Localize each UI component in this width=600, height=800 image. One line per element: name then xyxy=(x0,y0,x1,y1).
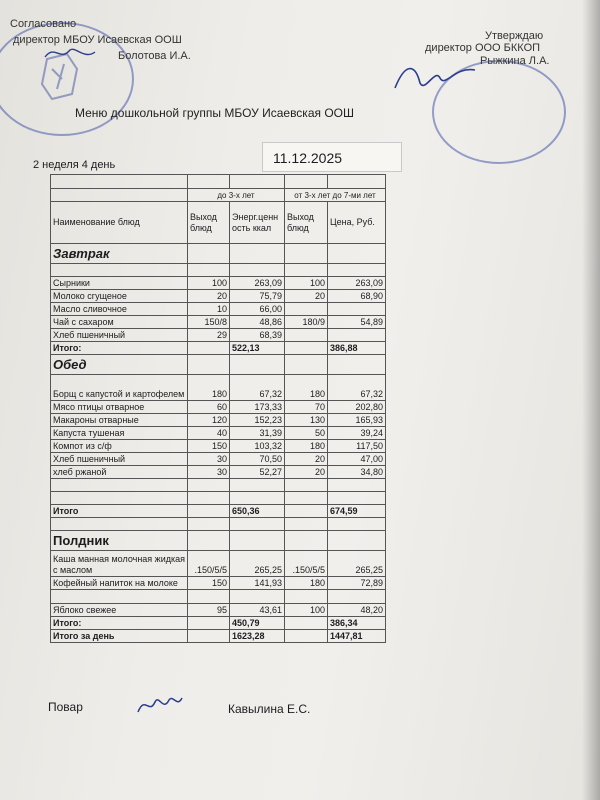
col-header-energy: Энерг.ценн ость ккал xyxy=(230,202,285,244)
table-cell xyxy=(51,518,188,531)
table-cell xyxy=(188,518,230,531)
table-cell xyxy=(188,479,230,492)
col-header-price: Цена, Руб. xyxy=(328,202,386,244)
dish-name: хлеб ржаной xyxy=(51,466,188,479)
table-row xyxy=(51,440,386,453)
dish-energy: 103,32 xyxy=(230,440,285,453)
table-cell xyxy=(188,505,230,518)
dish-price: 39,24 xyxy=(328,427,386,440)
table-cell xyxy=(285,518,328,531)
dish-name: Сырники xyxy=(51,277,188,290)
week-day-label: 2 неделя 4 день xyxy=(33,159,116,171)
dish-output2: 130 xyxy=(285,414,328,427)
dish-name: Каша манная молочная жидкая с маслом xyxy=(51,551,188,577)
dish-name: Макароны отварные xyxy=(51,414,188,427)
approved-label: Согласовано xyxy=(10,18,77,30)
table-cell xyxy=(188,492,230,505)
dish-energy: 75,79 xyxy=(230,290,285,303)
dish-output: 30 xyxy=(188,466,230,479)
approval-position: директор ООО БККОП xyxy=(425,42,541,54)
spacer-row xyxy=(51,518,386,531)
total-price: 386,34 xyxy=(328,617,386,630)
dish-output2: 20 xyxy=(285,466,328,479)
table-cell xyxy=(285,492,328,505)
header-spacer xyxy=(328,175,386,189)
dish-name: Капуста тушеная xyxy=(51,427,188,440)
table-cell xyxy=(51,590,188,604)
table-cell xyxy=(285,342,328,355)
dish-price: 202,80 xyxy=(328,401,386,414)
menu-date: 11.12.2025 xyxy=(262,142,402,172)
col-header-output: Выход блюд xyxy=(188,202,230,244)
table-cell xyxy=(51,492,188,505)
day-total-row xyxy=(51,630,386,643)
approved-name: Болотова И.А. xyxy=(118,50,191,62)
dish-price: 54,89 xyxy=(328,316,386,329)
dish-output: 150 xyxy=(188,440,230,453)
dish-name: Молоко сгущеное xyxy=(51,290,188,303)
day-total-label: Итого за день xyxy=(51,630,188,643)
total-row xyxy=(51,342,386,355)
table-cell xyxy=(51,264,188,277)
total-energy: 522,13 xyxy=(230,342,285,355)
table-cell xyxy=(188,531,230,551)
dish-price: 165,93 xyxy=(328,414,386,427)
table-cell xyxy=(230,518,285,531)
page-title: Меню дошкольной группы МБОУ Исаевская ООШ xyxy=(75,106,354,120)
table-cell xyxy=(285,505,328,518)
table-cell xyxy=(230,590,285,604)
dish-energy: 152,23 xyxy=(230,414,285,427)
table-cell xyxy=(230,264,285,277)
table-cell xyxy=(328,244,386,264)
dish-output2: 180 xyxy=(285,440,328,453)
section-header-row xyxy=(51,531,386,551)
dish-output2: 180 xyxy=(285,375,328,401)
table-cell xyxy=(188,264,230,277)
table-row xyxy=(51,277,386,290)
dish-price: 67,32 xyxy=(328,375,386,401)
dish-output: .150/5/5 xyxy=(188,551,230,577)
dish-output2: 100 xyxy=(285,277,328,290)
dish-price xyxy=(328,329,386,342)
dish-price xyxy=(328,303,386,316)
cook-label: Повар xyxy=(48,700,83,714)
table-row xyxy=(51,290,386,303)
table-row xyxy=(51,453,386,466)
table-row xyxy=(51,551,386,577)
table-cell xyxy=(328,518,386,531)
table-row xyxy=(51,375,386,401)
dish-name: Кофейный напиток на молоке xyxy=(51,577,188,590)
approval-name: Рыжкина Л.А. xyxy=(480,55,550,67)
dish-price: 117,50 xyxy=(328,440,386,453)
table-cell xyxy=(285,244,328,264)
section-header-row xyxy=(51,244,386,264)
header-spacer xyxy=(230,175,285,189)
table-cell xyxy=(285,479,328,492)
dish-output: 40 xyxy=(188,427,230,440)
dish-output2: 180 xyxy=(285,577,328,590)
total-price: 674,59 xyxy=(328,505,386,518)
dish-energy: 265,25 xyxy=(230,551,285,577)
header-spacer xyxy=(188,175,230,189)
dish-name: Борщ с капустой и картофелем xyxy=(51,375,188,401)
menu-table xyxy=(50,174,386,643)
spacer-row xyxy=(51,492,386,505)
table-cell xyxy=(285,355,328,375)
header-spacer-row xyxy=(51,175,386,189)
dish-name: Хлеб пшеничный xyxy=(51,453,188,466)
table-cell xyxy=(230,244,285,264)
age-group-young: до 3-х лет xyxy=(188,189,285,202)
table-cell xyxy=(328,479,386,492)
dish-output2: 100 xyxy=(285,604,328,617)
signature-right xyxy=(390,58,480,98)
table-cell xyxy=(51,479,188,492)
dish-energy: 66,00 xyxy=(230,303,285,316)
spacer-row xyxy=(51,264,386,277)
dish-output2: 50 xyxy=(285,427,328,440)
age-group-row xyxy=(51,189,386,202)
table-cell xyxy=(285,590,328,604)
table-row xyxy=(51,427,386,440)
dish-energy: 52,27 xyxy=(230,466,285,479)
total-price: 386,88 xyxy=(328,342,386,355)
table-row xyxy=(51,466,386,479)
total-energy: 450,79 xyxy=(230,617,285,630)
table-row xyxy=(51,303,386,316)
dish-energy: 43,61 xyxy=(230,604,285,617)
dish-output: 120 xyxy=(188,414,230,427)
section-title: Полдник xyxy=(51,531,188,551)
table-cell xyxy=(328,264,386,277)
spacer-row xyxy=(51,590,386,604)
header-spacer xyxy=(285,175,328,189)
dish-price: 265,25 xyxy=(328,551,386,577)
dish-output: 20 xyxy=(188,290,230,303)
dish-output: 29 xyxy=(188,329,230,342)
table-cell xyxy=(285,617,328,630)
table-row xyxy=(51,577,386,590)
dish-output: 100 xyxy=(188,277,230,290)
table-cell xyxy=(188,590,230,604)
table-cell xyxy=(328,355,386,375)
table-cell xyxy=(328,492,386,505)
table-cell xyxy=(230,531,285,551)
dish-energy: 141,93 xyxy=(230,577,285,590)
day-total-price: 1447,81 xyxy=(328,630,386,643)
table-row xyxy=(51,316,386,329)
dish-output2: .150/5/5 xyxy=(285,551,328,577)
section-header-row xyxy=(51,355,386,375)
table-cell xyxy=(188,617,230,630)
signature-left xyxy=(40,42,100,67)
approval-label: Утверждаю xyxy=(485,30,544,42)
total-row xyxy=(51,505,386,518)
table-row xyxy=(51,329,386,342)
dish-name: Масло сливочное xyxy=(51,303,188,316)
total-label: Итого: xyxy=(51,342,188,355)
header-spacer xyxy=(51,175,188,189)
table-cell xyxy=(285,630,328,643)
col-header-name: Наименование блюд xyxy=(51,202,188,244)
dish-output2: 70 xyxy=(285,401,328,414)
dish-energy: 173,33 xyxy=(230,401,285,414)
table-row xyxy=(51,414,386,427)
dish-output: 30 xyxy=(188,453,230,466)
dish-price: 72,89 xyxy=(328,577,386,590)
cook-name: Кавылина Е.С. xyxy=(228,702,311,716)
table-cell xyxy=(188,244,230,264)
dish-name: Мясо птицы отварное xyxy=(51,401,188,414)
dish-energy: 263,09 xyxy=(230,277,285,290)
dish-price: 34,80 xyxy=(328,466,386,479)
table-cell xyxy=(328,590,386,604)
dish-output2: 180/9 xyxy=(285,316,328,329)
dish-output: 60 xyxy=(188,401,230,414)
page-edge-shadow xyxy=(582,0,600,800)
dish-output: 10 xyxy=(188,303,230,316)
table-cell xyxy=(188,342,230,355)
column-header-row xyxy=(51,202,386,244)
dish-price: 263,09 xyxy=(328,277,386,290)
total-label: Итого xyxy=(51,505,188,518)
dish-output: 150 xyxy=(188,577,230,590)
dish-price: 68,90 xyxy=(328,290,386,303)
day-total-energy: 1623,28 xyxy=(230,630,285,643)
table-row xyxy=(51,401,386,414)
table-cell xyxy=(285,264,328,277)
dish-energy: 31,39 xyxy=(230,427,285,440)
dish-output: 95 xyxy=(188,604,230,617)
dish-energy: 67,32 xyxy=(230,375,285,401)
dish-output: 150/8 xyxy=(188,316,230,329)
table-cell xyxy=(230,479,285,492)
table-cell xyxy=(188,355,230,375)
table-cell xyxy=(285,531,328,551)
total-label: Итого: xyxy=(51,617,188,630)
dish-output2: 20 xyxy=(285,453,328,466)
dish-price: 48,20 xyxy=(328,604,386,617)
section-title: Обед xyxy=(51,355,188,375)
cook-signature xyxy=(135,690,185,720)
dish-output2 xyxy=(285,303,328,316)
total-energy: 650,36 xyxy=(230,505,285,518)
col-header-output2: Выход блюд xyxy=(285,202,328,244)
spacer-row xyxy=(51,479,386,492)
approved-position: директор МБОУ Исаевская ООШ xyxy=(13,34,182,46)
table-cell xyxy=(188,630,230,643)
dish-energy: 68,39 xyxy=(230,329,285,342)
age-group-empty xyxy=(51,189,188,202)
dish-name: Компот из с/ф xyxy=(51,440,188,453)
dish-name: Чай с сахаром xyxy=(51,316,188,329)
table-cell xyxy=(230,355,285,375)
dish-output2: 20 xyxy=(285,290,328,303)
table-row xyxy=(51,604,386,617)
dish-name: Хлеб пшеничный xyxy=(51,329,188,342)
dish-name: Яблоко свежее xyxy=(51,604,188,617)
dish-energy: 70,50 xyxy=(230,453,285,466)
table-cell xyxy=(328,531,386,551)
dish-output: 180 xyxy=(188,375,230,401)
age-group-old: от 3-х лет до 7-ми лет xyxy=(285,189,386,202)
table-cell xyxy=(230,492,285,505)
dish-energy: 48,86 xyxy=(230,316,285,329)
total-row xyxy=(51,617,386,630)
dish-price: 47,00 xyxy=(328,453,386,466)
dish-output2 xyxy=(285,329,328,342)
section-title: Завтрак xyxy=(51,244,188,264)
